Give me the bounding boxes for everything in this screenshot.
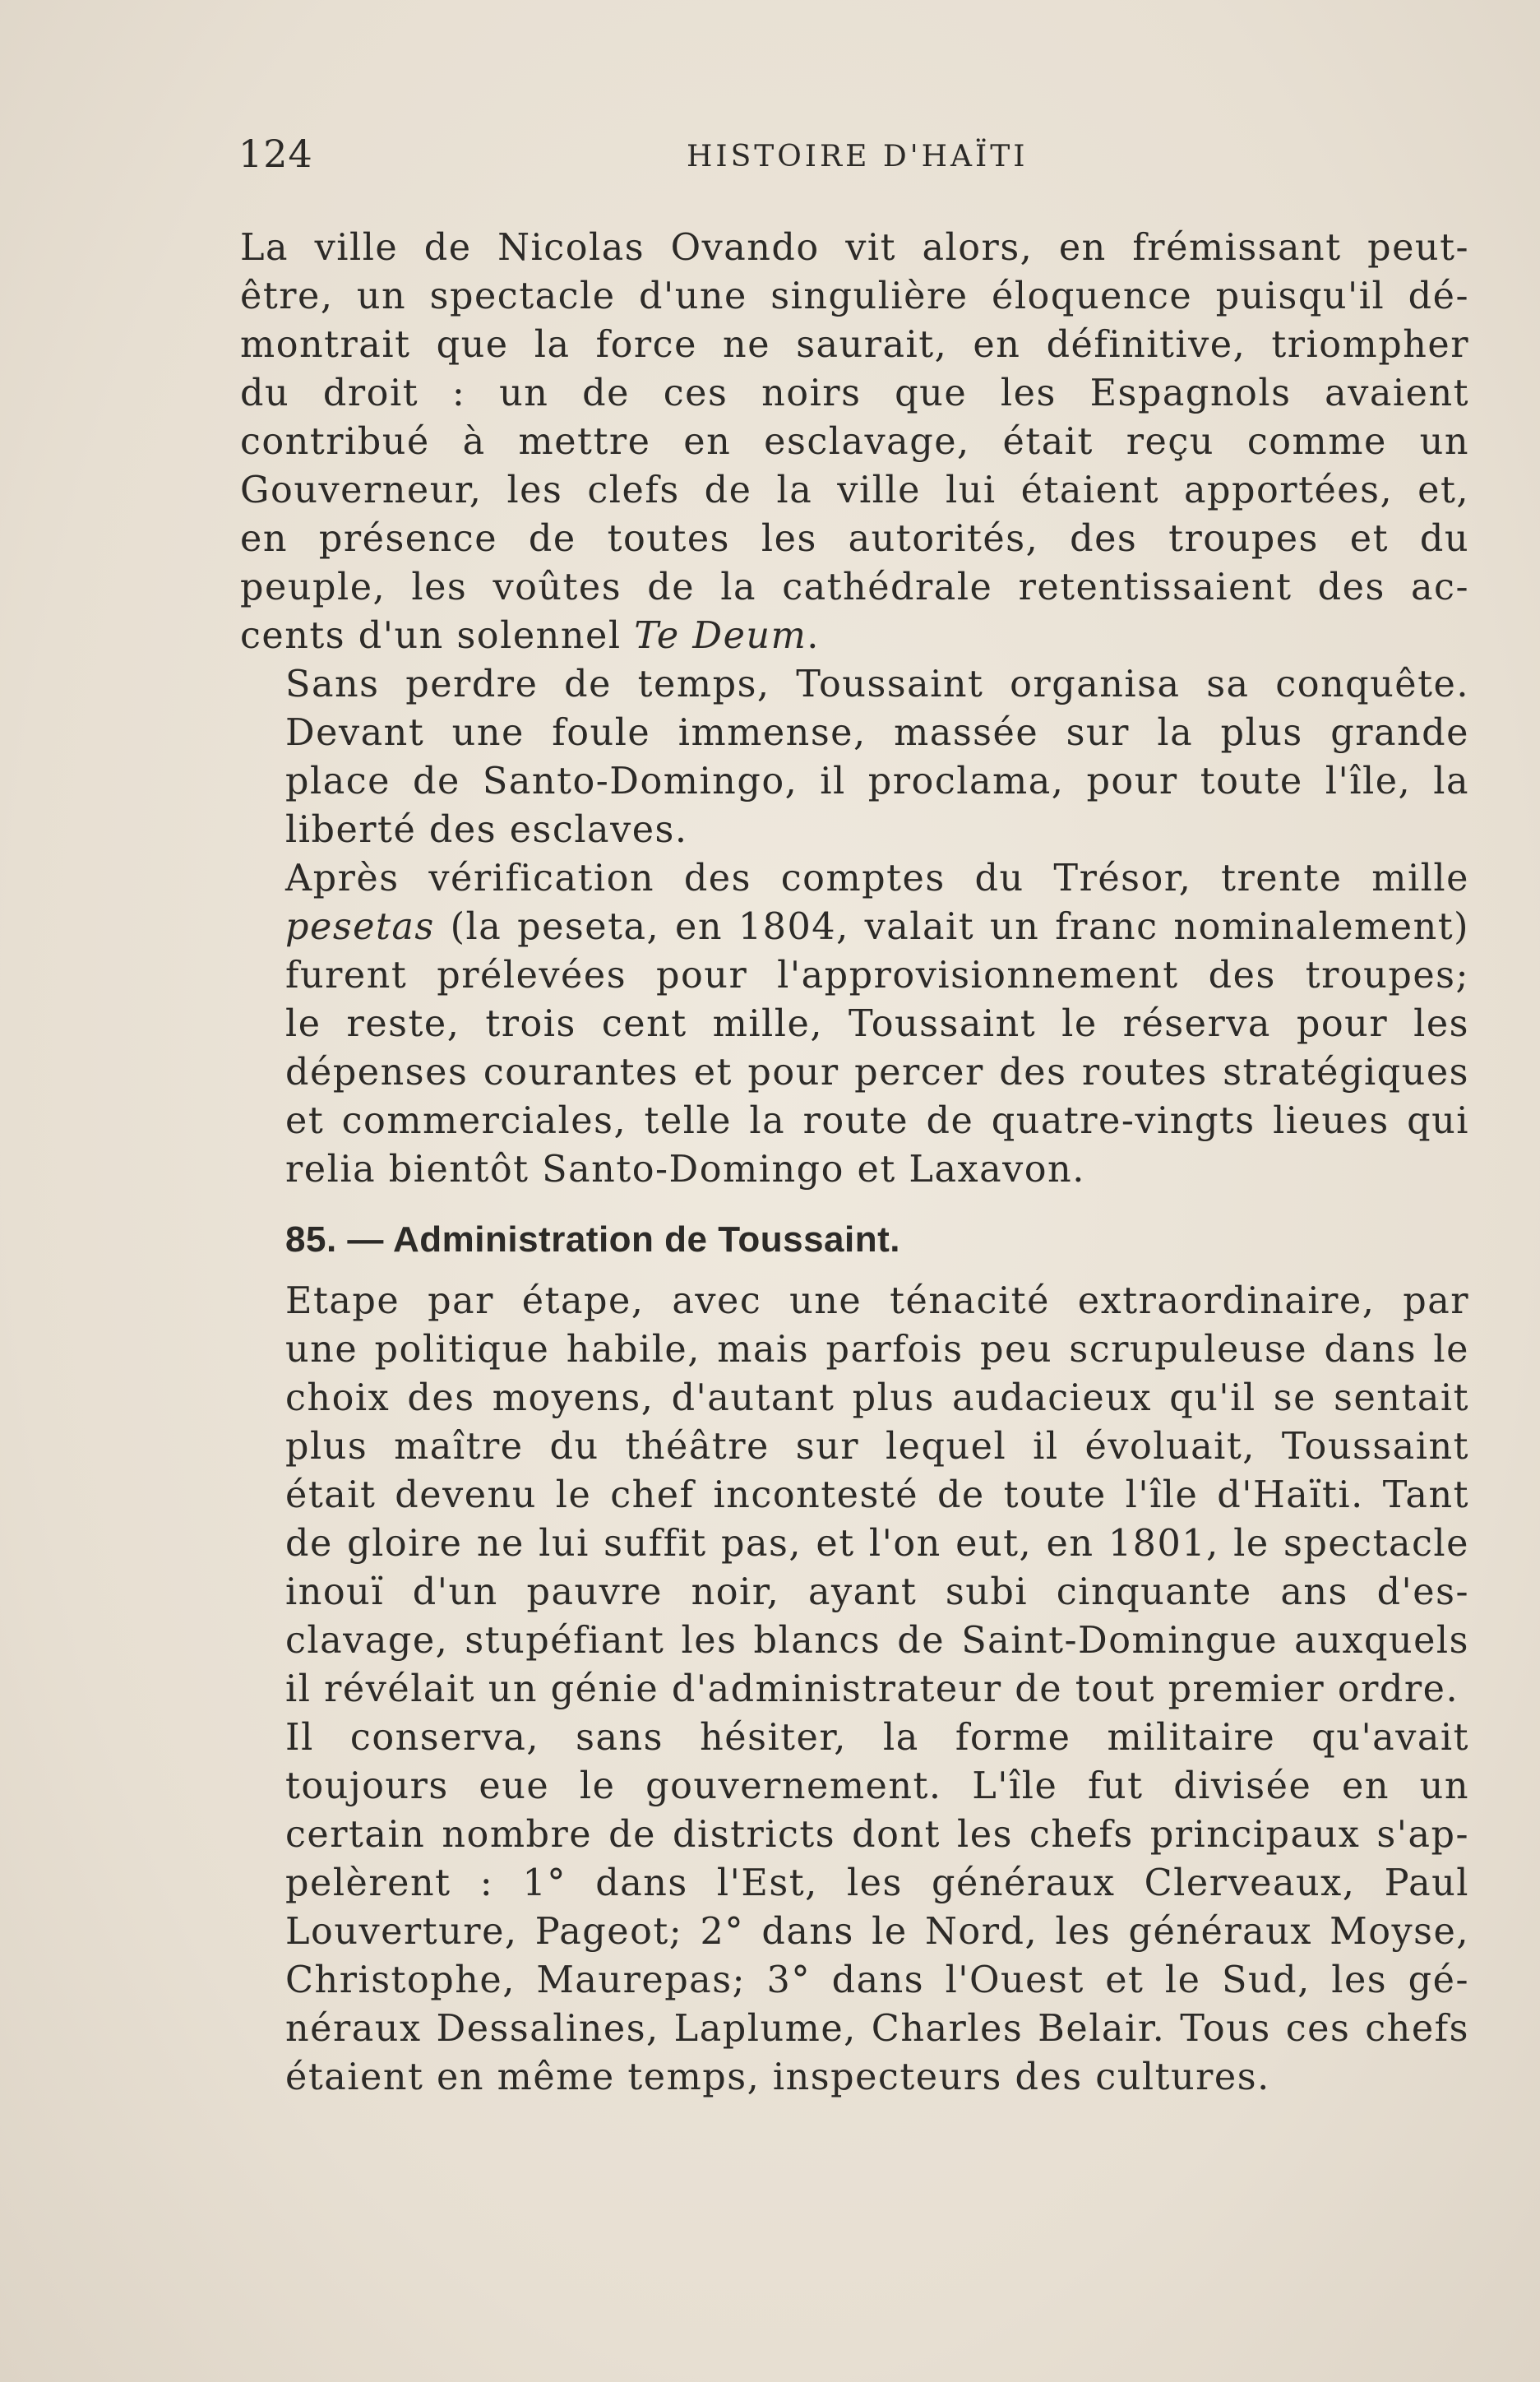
text-line: Etape par étape, avec une ténacité extraordinaire, par bbox=[285, 1280, 1469, 1322]
text-line: et commerciales, telle la route de quatre-vingts lieues qui bbox=[285, 1100, 1469, 1142]
text-line: inouï d'un pauvre noir, ayant subi cinquante ans d'es- bbox=[285, 1571, 1469, 1613]
text-line: une politique habile, mais parfois peu scrupuleuse dans le bbox=[285, 1329, 1469, 1371]
text-line: liberté des esclaves. bbox=[285, 809, 688, 851]
text-line: Après vérification des comptes du Trésor, trente mille bbox=[285, 858, 1469, 900]
section-heading: 85. — Administration de Toussaint. bbox=[285, 1219, 900, 1260]
text-line: Christophe, Maurepas; 3° dans l'Ouest et le Sud, les gé- bbox=[285, 1959, 1469, 2001]
paragraph bbox=[240, 660, 1469, 854]
text-line: Sans perdre de temps, Toussaint organisa sa conquête. bbox=[285, 664, 1469, 705]
text-line: certain nombre de districts dont les chefs principaux s'ap- bbox=[285, 1814, 1469, 1856]
text-line: clavage, stupéfiant les blancs de Saint-Domingue auxquels bbox=[285, 1620, 1469, 1662]
text-line: être, un spectacle d'une singulière éloquence puisqu'il dé- bbox=[240, 275, 1469, 317]
text-line: était devenu le chef incontesté de toute l'île d'Haïti. Tant bbox=[285, 1474, 1469, 1516]
text-line: cents d'un solennel Te Deum. bbox=[240, 615, 820, 657]
text-line: peuple, les voûtes de la cathédrale retentissaient des ac- bbox=[240, 567, 1469, 608]
text-line: le reste, trois cent mille, Toussaint le réserva pour les bbox=[285, 1003, 1469, 1045]
page-number: 124 bbox=[238, 132, 313, 176]
text-line: montrait que la force ne saurait, en définitive, triompher bbox=[240, 324, 1469, 366]
text-line: néraux Dessalines, Laplume, Charles Belair. Tous ces chefs bbox=[285, 2008, 1469, 2050]
text-line: étaient en même temps, inspecteurs des cultures. bbox=[285, 2056, 1270, 2098]
text-line: relia bientôt Santo-Domingo et Laxavon. bbox=[285, 1149, 1085, 1191]
text-line: La ville de Nicolas Ovando vit alors, en frémissant peut- bbox=[240, 227, 1469, 269]
text-line: il révélait un génie d'administrateur de tout premier ordre. bbox=[285, 1668, 1459, 1710]
text-line: en présence de toutes les autorités, des troupes et du bbox=[240, 518, 1469, 560]
body-text bbox=[240, 224, 1469, 2102]
text-line: pelèrent : 1° dans l'Est, les généraux Clerveaux, Paul bbox=[285, 1862, 1469, 1904]
text-line: du droit : un de ces noirs que les Espagnols avaient bbox=[240, 372, 1469, 414]
section-paragraphs bbox=[240, 1277, 1469, 2102]
text-line: dépenses courantes et pour percer des routes stratégiques bbox=[285, 1052, 1469, 1094]
paragraph bbox=[240, 854, 1469, 1194]
page-header bbox=[238, 132, 1472, 181]
paragraph bbox=[240, 1714, 1469, 2102]
text-line: Devant une foule immense, massée sur la plus grande bbox=[285, 712, 1469, 754]
text-line: plus maître du théâtre sur lequel il évoluait, Toussaint bbox=[285, 1426, 1469, 1468]
text-line: choix des moyens, d'autant plus audacieux qu'il se sentait bbox=[285, 1377, 1469, 1419]
text-line: Il conserva, sans hésiter, la forme militaire qu'avait bbox=[285, 1717, 1469, 1759]
text-line: furent prélevées pour l'approvisionnement des troupes; bbox=[285, 955, 1469, 997]
text-line: toujours eue le gouvernement. L'île fut divisée en un bbox=[285, 1765, 1469, 1807]
running-title: HISTOIRE D'HAÏTI bbox=[687, 140, 1029, 173]
text-line: place de Santo-Domingo, il proclama, pour toute l'île, la bbox=[285, 761, 1469, 802]
text-line: contribué à mettre en esclavage, était reçu comme un bbox=[240, 421, 1469, 463]
text-line: Louverture, Pageot; 2° dans le Nord, les généraux Moyse, bbox=[285, 1911, 1469, 1953]
paragraph bbox=[240, 224, 1469, 660]
intro-paragraphs bbox=[240, 224, 1469, 1194]
text-line: pesetas (la peseta, en 1804, valait un franc nominalement) bbox=[285, 906, 1469, 948]
paragraph bbox=[240, 1277, 1469, 1714]
text-line: Gouverneur, les clefs de la ville lui étaient apportées, et, bbox=[240, 469, 1469, 511]
text-line: de gloire ne lui suffit pas, et l'on eut, en 1801, le spectacle bbox=[285, 1523, 1469, 1565]
